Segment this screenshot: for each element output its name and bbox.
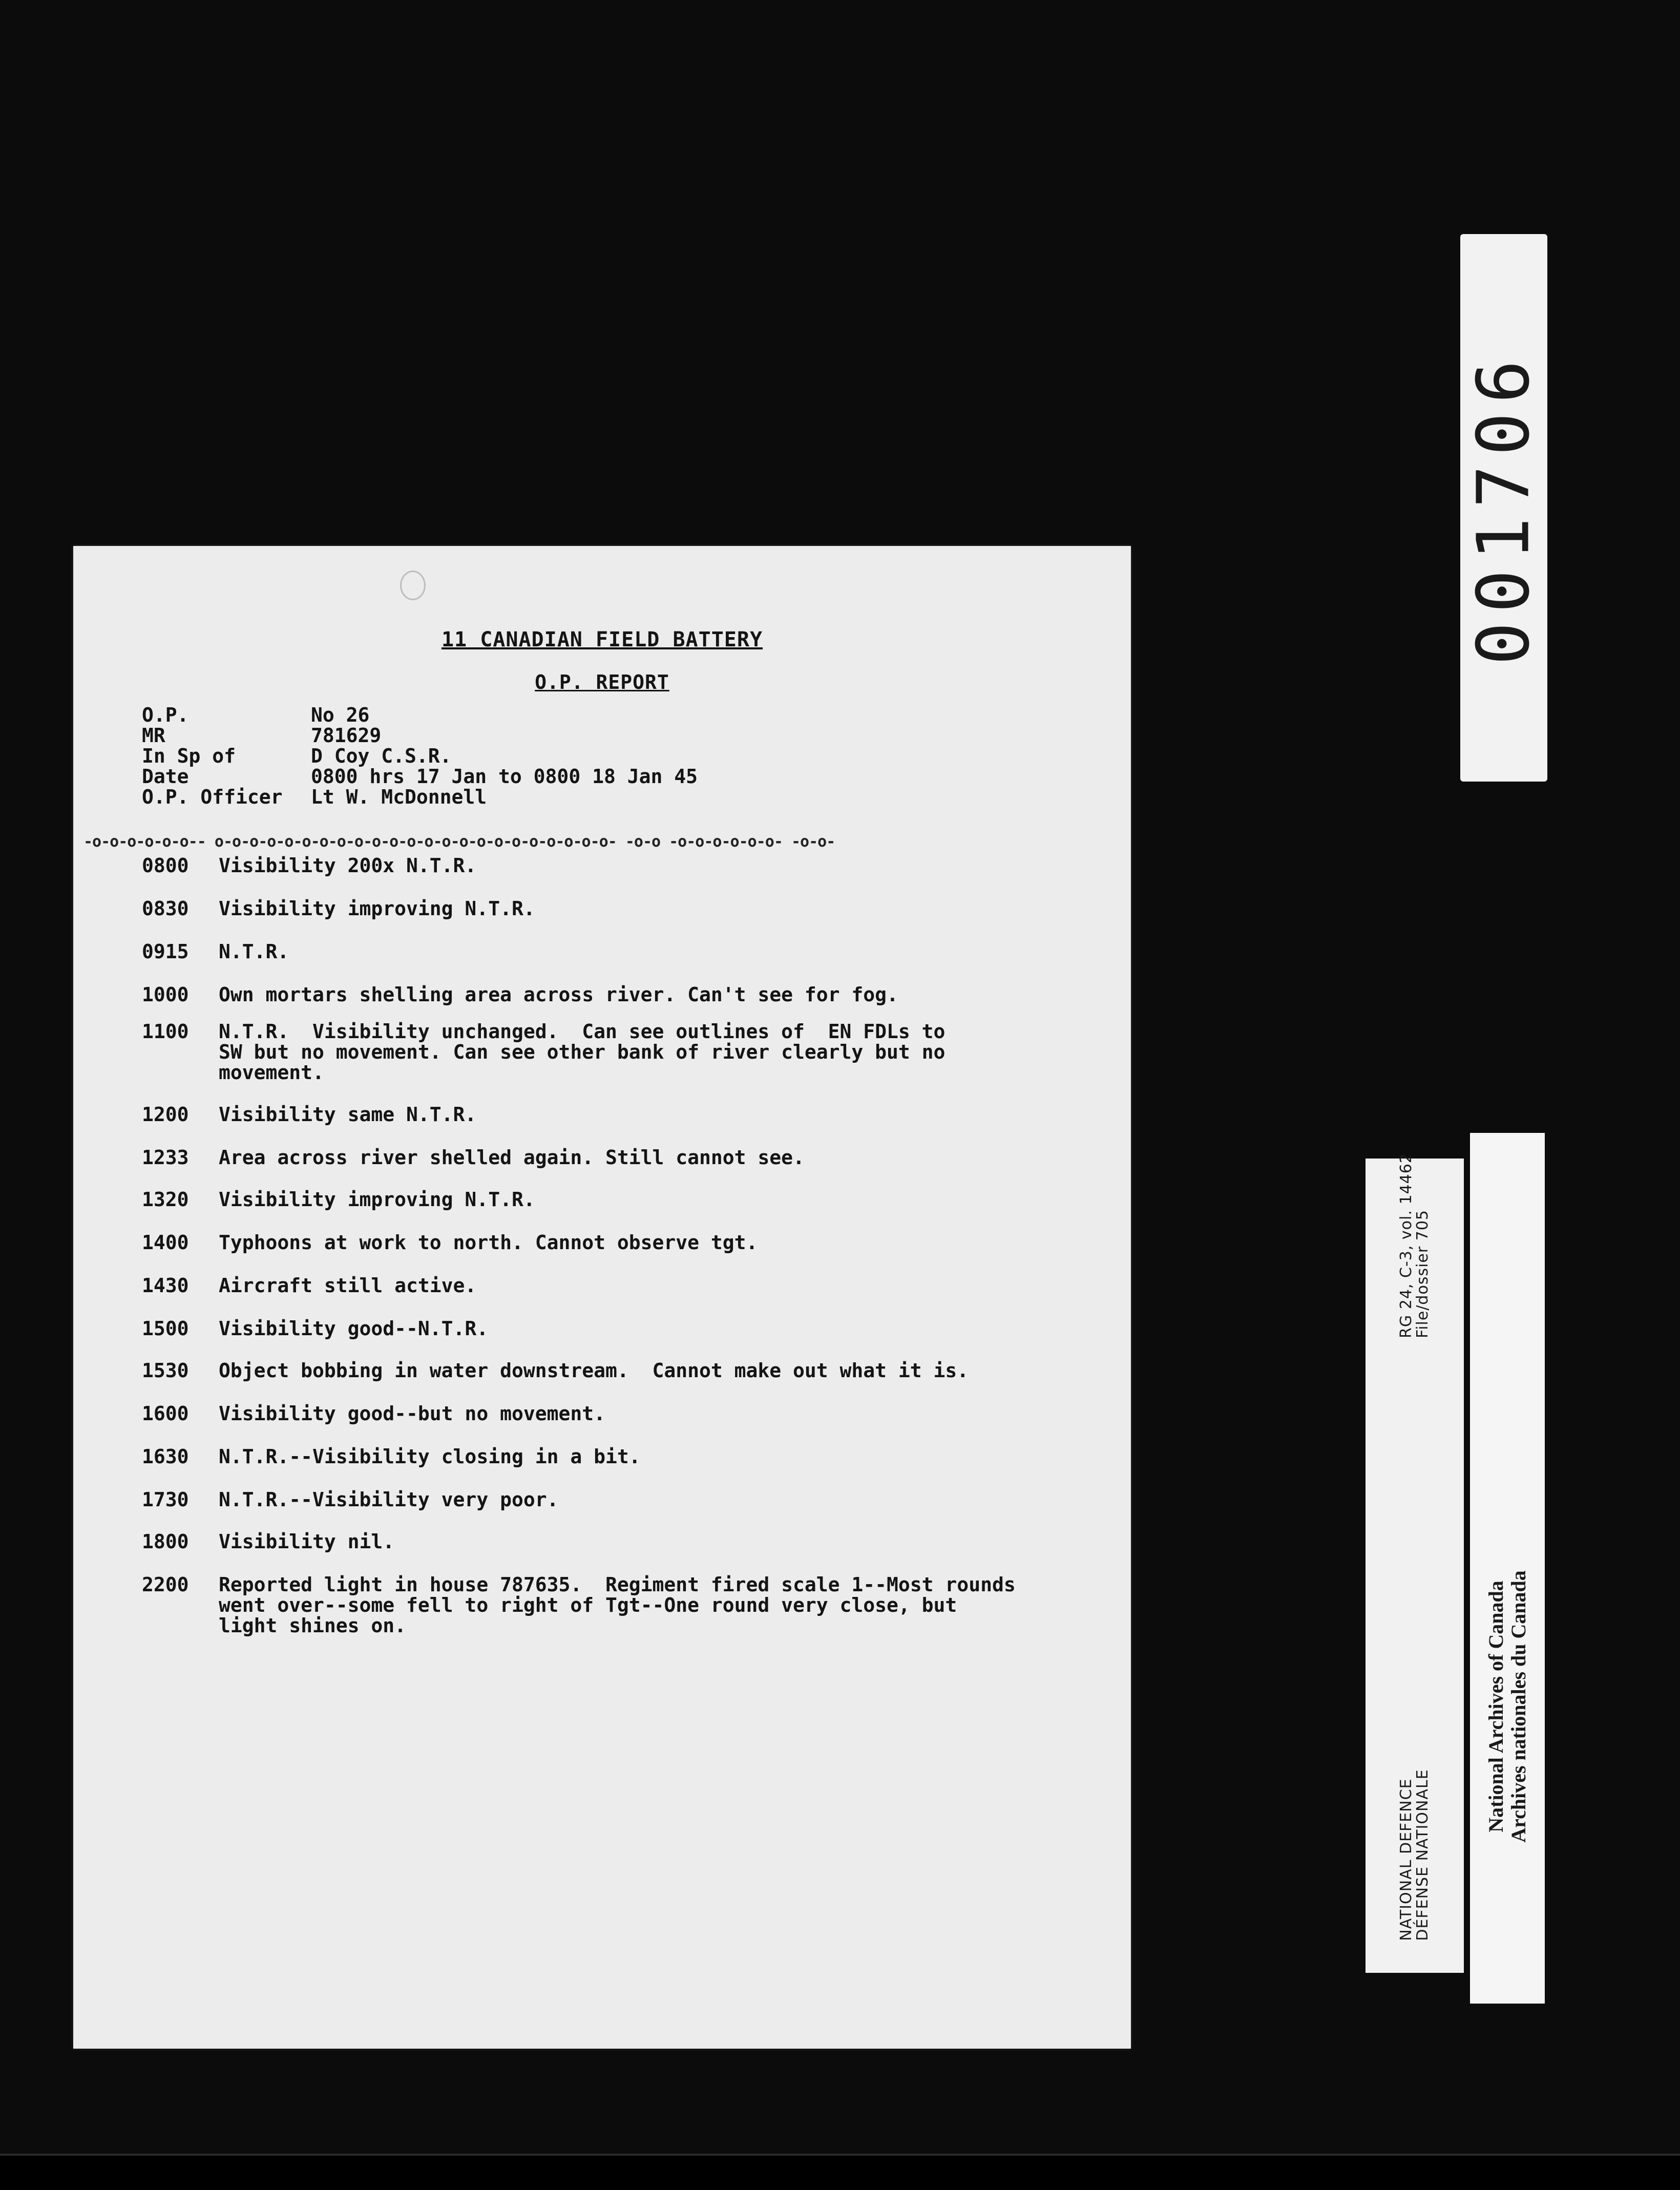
log-entry-text: Visibility improving N.T.R. <box>219 1188 535 1211</box>
header-field-value: 0800 hrs 17 Jan to 0800 18 Jan 45 <box>311 765 698 788</box>
report-page <box>73 546 1131 2049</box>
log-entry-time: 1430 <box>142 1274 189 1297</box>
log-entry-time: 0915 <box>142 940 189 963</box>
log-entry-text: N.T.R. <box>219 940 289 963</box>
header-field-value: Lt W. McDonnell <box>311 786 487 808</box>
log-entry-time: 2200 <box>142 1573 189 1596</box>
header-field <box>142 705 369 725</box>
log-entry-time: 1730 <box>142 1488 189 1511</box>
log-entry-text: Object bobbing in water downstream. Cannot make out what it is. <box>219 1359 969 1382</box>
film-edge-strip <box>0 2154 1680 2190</box>
department-block <box>1398 1769 1431 1941</box>
header-field-label: Date <box>142 765 189 788</box>
log-entry-time: 1233 <box>142 1146 189 1169</box>
archives-name-fr: Archives nationales du Canada <box>1507 1570 1530 1843</box>
header-field <box>142 746 452 766</box>
archive-reference-card <box>1366 1153 1464 1973</box>
divider-line: -o-o-o-o-o-o-- o-o-o-o-o-o-o-o-o-o-o-o-o-o-o-o-o-o-o-o-o-o-o- -o-o -o-o-o-o-o-o- -o-o- <box>83 833 835 851</box>
log-entry-text: Visibility good--N.T.R. <box>219 1317 489 1340</box>
header-field-label: MR <box>142 724 165 747</box>
log-entry-time: 1000 <box>142 983 189 1006</box>
log-entry-time: 0830 <box>142 897 189 920</box>
header-field <box>142 787 487 807</box>
unit-title: 11 CANADIAN FIELD BATTERY <box>441 628 763 651</box>
log-entry-text: N.T.R.--Visibility closing in a bit. <box>219 1445 641 1468</box>
log-entry-time: 1400 <box>142 1231 189 1254</box>
log-entry-text: Reported light in house 787635. Regiment fired scale 1--Most rounds went over--some fell to right of Tgt--One round very close, but light shines on. <box>219 1573 1016 1637</box>
log-entry-text: Own mortars shelling area across river. Can't see for fog. <box>219 983 898 1006</box>
log-entry-text: Area across river shelled again. Still cannot see. <box>219 1146 805 1169</box>
archives-name-en: National Archives of Canada <box>1484 1581 1507 1833</box>
department-en: NATIONAL DEFENCE <box>1397 1778 1415 1941</box>
log-entry-time: 1600 <box>142 1402 189 1425</box>
log-entry-time: 1800 <box>142 1530 189 1553</box>
frame-number: 001706 <box>1462 350 1546 665</box>
archives-name-block <box>1485 1570 1530 1843</box>
log-entry-text: Visibility same N.T.R. <box>219 1103 477 1126</box>
log-entry-time: 0800 <box>142 854 189 877</box>
log-entry-text: N.T.R. Visibility unchanged. Can see outlines of EN FDLs to SW but no movement. Can see other bank of river clearly but no movement. <box>219 1020 946 1084</box>
header-field <box>142 725 381 746</box>
punch-hole <box>400 571 426 600</box>
log-entry-time: 1500 <box>142 1317 189 1340</box>
log-entry-text: Visibility improving N.T.R. <box>219 897 535 920</box>
header-field-value: 781629 <box>311 724 382 747</box>
log-entry-time: 1100 <box>142 1020 189 1043</box>
frame-number-label <box>1460 234 1547 782</box>
reference-line-2: File/dossier 705 <box>1414 1209 1432 1338</box>
header-field-label: In Sp of <box>142 745 236 767</box>
header-field-value: D Coy C.S.R. <box>311 745 452 767</box>
log-entry-time: 1200 <box>142 1103 189 1126</box>
log-entry-text: N.T.R.--Visibility very poor. <box>219 1488 559 1511</box>
log-entry-text: Aircraft still active. <box>219 1274 477 1297</box>
header-field-label: O.P. <box>142 704 189 726</box>
log-entry-text: Visibility good--but no movement. <box>219 1402 605 1425</box>
department-fr: DÉFENSE NATIONALE <box>1414 1769 1432 1941</box>
log-entry-time: 1530 <box>142 1359 189 1382</box>
log-entry-time: 1320 <box>142 1188 189 1211</box>
log-entry-text: Typhoons at work to north. Cannot observe tgt. <box>219 1231 758 1254</box>
report-title: O.P. REPORT <box>535 671 669 693</box>
national-archives-card <box>1470 1133 1545 2004</box>
reference-block <box>1398 1153 1431 1338</box>
header-field <box>142 766 698 787</box>
header-field-value: No 26 <box>311 704 370 726</box>
header-field-label: O.P. Officer <box>142 786 283 808</box>
log-entry-text: Visibility 200x N.T.R. <box>219 854 477 877</box>
log-entry-time: 1630 <box>142 1445 189 1468</box>
reference-line-1: RG 24, C-3, vol. 14462 <box>1397 1153 1415 1338</box>
log-entry-text: Visibility nil. <box>219 1530 395 1553</box>
